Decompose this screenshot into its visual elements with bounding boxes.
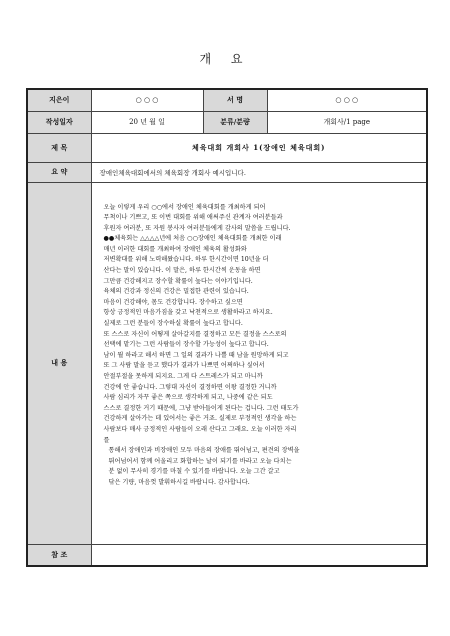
name-value: ○ ○ ○	[267, 89, 427, 111]
author-label: 지은이	[27, 89, 91, 111]
content-line: 남이 뭘 하라고 해서 하면 그 일의 결과가 나쁠 때 남을 원망하게 되고	[103, 351, 289, 359]
content-line: 안절부절을 못하게 되지요. 그게 다 스트레스가 되고 마니까	[103, 373, 263, 380]
content-line: 육체의 건강과 정신의 건강은 밀접한 관련이 있습니다.	[103, 288, 249, 296]
content-line: 산다는 말이 있습니다. 이 말은, 하루 한시간씩 운동을 하면	[103, 267, 261, 275]
content-line: 를	[103, 436, 110, 444]
reference-value	[91, 544, 427, 566]
category-label: 분류/분량	[203, 111, 267, 133]
date-label: 작성일자	[27, 111, 91, 133]
title-label: 제 목	[27, 133, 91, 162]
name-label: 서 명	[203, 89, 267, 111]
category-value: 개회사/1 page	[267, 111, 427, 133]
content-line: 매년 이러한 대회를 개최하여 장애인 체육의 활성화와	[103, 245, 247, 253]
content-line: 무척이나 기쁘고, 또 이번 대회를 위해 애써주신 관계자 여러분들과	[103, 214, 283, 222]
content-line: 통해서 장애인과 비장애인 모두 마음의 장애를 뛰어넘고, 편견의 장벽을	[108, 447, 300, 455]
content-body	[91, 182, 427, 544]
content-line: 그만큼 건강해지고 장수할 확률이 높다는 이야기입니다.	[103, 277, 253, 285]
content-line: 사람보다 매사 긍정적인 사람들이 오래 산다고 그래요. 오늘 이러한 자리	[103, 425, 297, 433]
content-line: 또 스스로 자신이 어떻게 살아갈지를 결정하고 모든 결정을 스스로의	[103, 330, 287, 338]
content-line: 선택에 맡기는 그런 사람들이 장수할 가능성이 높다고 합니다.	[103, 341, 269, 349]
date-value: 20 년 월 일	[91, 111, 203, 133]
content-line: 분 없이 무사히 경기를 마칠 수 있기를 바랍니다. 오늘 그간 갈고	[108, 468, 280, 476]
page-title: 개 요	[199, 52, 251, 66]
content-line: ●●체육회는 △△△△년에 처음 ○○장애인 체육대회를 개최한 이래	[103, 235, 282, 243]
content-line: 사람 심리가 자꾸 좋은 쪽으로 생각하게 되고, 나중에 같은 되도	[103, 394, 273, 402]
content-line: 마음이 건강해야, 몸도 건강합니다. 장수하고 싶으면	[103, 298, 243, 306]
content-line: 뛰어넘어서 함께 어울리고 화합하는 날이 되기를 바라고 오늘 다치는	[108, 457, 292, 465]
content-line: 건강에 안 좋습니다. 그렇대 자신이 결정하면 이왕 결정한 거니까	[103, 383, 277, 391]
content-line: 항상 긍정적인 마음가짐을 갖고 낙천적으로 생활하라고 하지요.	[103, 309, 273, 317]
title-value: 체육대회 개회사 1(장애인 체육대회)	[91, 133, 427, 162]
content-line: 후원자 여러분, 또 자원 봉사자 여러분들에게 감사의 말씀을 드립니다.	[103, 224, 291, 232]
content-line: 실제로 그런 분들이 장수하실 확률이 높다고 합니다.	[103, 320, 243, 328]
content-line: 스스로 결정한 거기 때문에, 그냥 받아들이게 된다는 겁니다. 그런 태도가	[103, 404, 299, 412]
content-label: 내 용	[27, 182, 91, 544]
summary-label: 요 약	[27, 162, 91, 182]
document-form	[26, 88, 428, 567]
content-lines	[104, 203, 415, 489]
content-line: 저변확대를 위해 노력해왔습니다. 하루 한시간이면 10년을 더	[103, 256, 269, 264]
content-line: 닦은 기량, 마음껏 발휘하시길 바랍니다. 감사합니다.	[108, 478, 250, 486]
author-value: ○ ○ ○	[91, 89, 203, 111]
reference-label: 참 조	[27, 544, 91, 566]
content-line: 또 그 사람 말을 듣고 했다가 결과가 나쁘면 어쩌하나 싶어서	[103, 362, 265, 370]
content-line: 건강하게 살아가는 데 있어서는 좋은 거죠. 실제로 부정적인 생각을 하는	[103, 415, 297, 423]
summary-value: 장애인체육대회에서의 체육회장 개회사 예시입니다.	[91, 162, 427, 182]
content-line: 오늘 이렇게 우리 ○○에서 장애인 체육대회를 개최하게 되어	[103, 203, 266, 211]
